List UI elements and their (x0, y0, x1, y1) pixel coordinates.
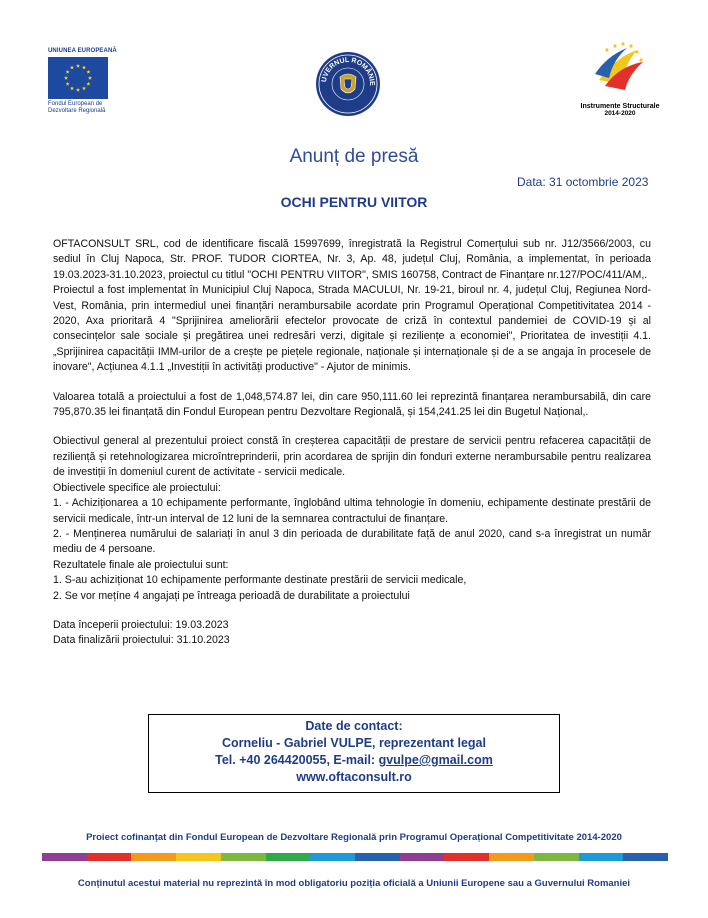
color-bar-segment (355, 853, 400, 861)
color-bar-segment (176, 853, 221, 861)
eu-stars (48, 57, 108, 99)
eu-logo-subtitle-line2: Dezvoltare Regională (48, 108, 106, 114)
footer-color-bar (42, 853, 668, 861)
color-bar-segment (87, 853, 132, 861)
eu-flag-icon (48, 57, 108, 99)
paragraph-specific-objectives-heading: Obiectivele specifice ale proiectului: (53, 481, 221, 494)
eu-star-icon (66, 70, 70, 74)
eu-star-icon (64, 76, 68, 80)
color-bar-segment (579, 853, 624, 861)
color-bar-segment (623, 853, 668, 861)
eu-star-icon (82, 86, 86, 90)
eu-star-icon (82, 65, 86, 69)
color-bar-segment (131, 853, 176, 861)
paragraph-implementation: Proiectul a fost implementat în Municipiul Cluj Napoca, Strada MACULUI, Nr. 19-21, biroul nr. 4, județul Cluj, Regiunea Nord-Vest, România, prin intermediul unei finanțări nerambursabile acordate prin Programul Operațional Competitivitatea 2014 - 2020, Axa prioritară 4 "Sprijinirea ameliorării efectelor provocate de criză în contextul pandemiei de COVID-19 și al consecințelor sale sociale și pregătirea unei redresări verzi, digitale și reziliențe a economiei", Prioritatea de investiții 4.1. „Sprijinirea capacității IMM-urilor de a crește pe piețele regionale, naționale și internaționale și de a se angaja în procesele de inovare", Acțiunea 4.1.1 „Investiții în activități productive" - Ajutor de minimis. (53, 284, 651, 374)
eu-logo-title: UNIUNEA EUROPEANĂ (48, 48, 117, 54)
announcement-date: Data: 31 octombrie 2023 (517, 175, 649, 189)
announcement-body (53, 237, 651, 649)
paragraph-start-date: Data începerii proiectului: 19.03.2023 (53, 618, 229, 631)
contact-phone: Tel. +40 264420055, E-mail: (215, 753, 379, 767)
page-title: Anunț de presă (289, 146, 419, 167)
eu-star-icon (70, 65, 74, 69)
structural-instruments-years: 2014-2020 (604, 110, 636, 117)
color-bar-segment (534, 853, 579, 861)
footer-cofinance-text: Proiect cofinanțat din Fondul European de Dezvoltare Regională prin Programul Operațional Competitivitate 2014-2020 (86, 832, 622, 843)
color-bar-segment (400, 853, 445, 861)
eu-star-icon (76, 88, 80, 92)
contact-email-link[interactable]: gvulpe@gmail.com (378, 753, 493, 767)
paragraph-company-intro: OFTACONSULT SRL, cod de identificare fiscală 15997699, înregistrată la Registrul Comerțului sub nr. J12/3566/2003, cu sediul în Cluj Napoca, Str. PROF. TUDOR CIORTEA, Nr. 3, Ap. 48, județul Cluj, România, a implementat, în perioada 19.03.2023-31.10.2023, proiectul cu titlul "OCHI PENTRU VIITOR", SMIS 160758, Contract de Finanțare nr.127/POC/411/AM,. (53, 238, 651, 281)
paragraph-results-heading: Rezultatele finale ale proiectului sunt: (53, 558, 229, 571)
contact-heading: Date de contact: (305, 719, 403, 733)
color-bar-segment (42, 853, 87, 861)
paragraph-total-value: Valoarea totală a proiectului a fost de 1,048,574.87 lei, din care 950,111.60 lei reprezintă finanțarea nerambursabilă, din care 795,870.35 lei finanțată din Fondul European pentru Dezvoltare Regională, și 154,241.25 lei din Bugetul Național,. (53, 390, 651, 419)
eu-logo (48, 48, 118, 115)
structural-instruments-logo (575, 40, 665, 117)
eu-star-icon (70, 86, 74, 90)
contact-person: Corneliu - Gabriel VULPE, reprezentant legal (222, 736, 486, 750)
contact-box (148, 714, 560, 793)
eu-star-icon (86, 82, 90, 86)
color-bar-segment (221, 853, 266, 861)
project-name: OCHI PENTRU VIITOR (280, 194, 428, 210)
color-bar-segment (489, 853, 534, 861)
color-bar-segment (266, 853, 311, 861)
paragraph-result-2: 2. Se vor mețíne 4 angajați pe întreaga perioadă de durabilitate a proiectului (53, 589, 410, 602)
structural-instruments-icon (585, 40, 655, 96)
paragraph-specific-objective-2: 2. - Menținerea numărului de salariați în anul 3 din perioada de durabilitate față de anul 2020, cand s-a înregistrat un număr mediu de 4 persoane. (53, 527, 651, 556)
eu-logo-subtitle (48, 101, 118, 115)
romanian-government-seal-icon (315, 51, 381, 117)
contact-website[interactable]: www.oftaconsult.ro (296, 770, 412, 784)
contact-phone-line (149, 752, 559, 769)
paragraph-general-objective: Obiectivul general al prezentului proiect constă în creșterea capacității de prestare de servicii pentru refacerea capacității de reziliență și retehnologizarea microîntreprinderii, prin acordarea de sprijin din fonduri externe nerambursabile pentru realizarea de investiții în domeniul curent de activitate - servicii medicale. (53, 435, 651, 479)
color-bar-segment (310, 853, 355, 861)
paragraph-end-date: Data finalizării proiectului: 31.10.2023 (53, 634, 230, 647)
color-bar-segment (444, 853, 489, 861)
eu-star-icon (86, 70, 90, 74)
footer-disclaimer: Conținutul acestui material nu reprezintă în mod obligatoriu poziția oficială a Uniunii Europene sau a Guvernului Romaniei (77, 878, 631, 889)
eu-star-icon (76, 64, 80, 68)
eu-star-icon (88, 76, 92, 80)
eu-logo-subtitle-line1: Fondul European de (48, 101, 103, 107)
gov-seal-text: UVERNUL ROMÂNIE (321, 56, 376, 86)
paragraph-specific-objective-1: 1. - Achiziționarea a 10 echipamente performante, înglobând ultima tehnologie în domeniu, echipamente destinate prestării de servicii medicale, într-un interval de 12 luni de la semnarea contractului de finanțare. (53, 497, 651, 525)
structural-instruments-name: Instrumente Structurale (580, 103, 660, 110)
eu-star-icon (66, 82, 70, 86)
paragraph-result-1: 1. S-au achiziționat 10 echipamente performante destinate prestării de servicii medicale, (53, 574, 467, 587)
